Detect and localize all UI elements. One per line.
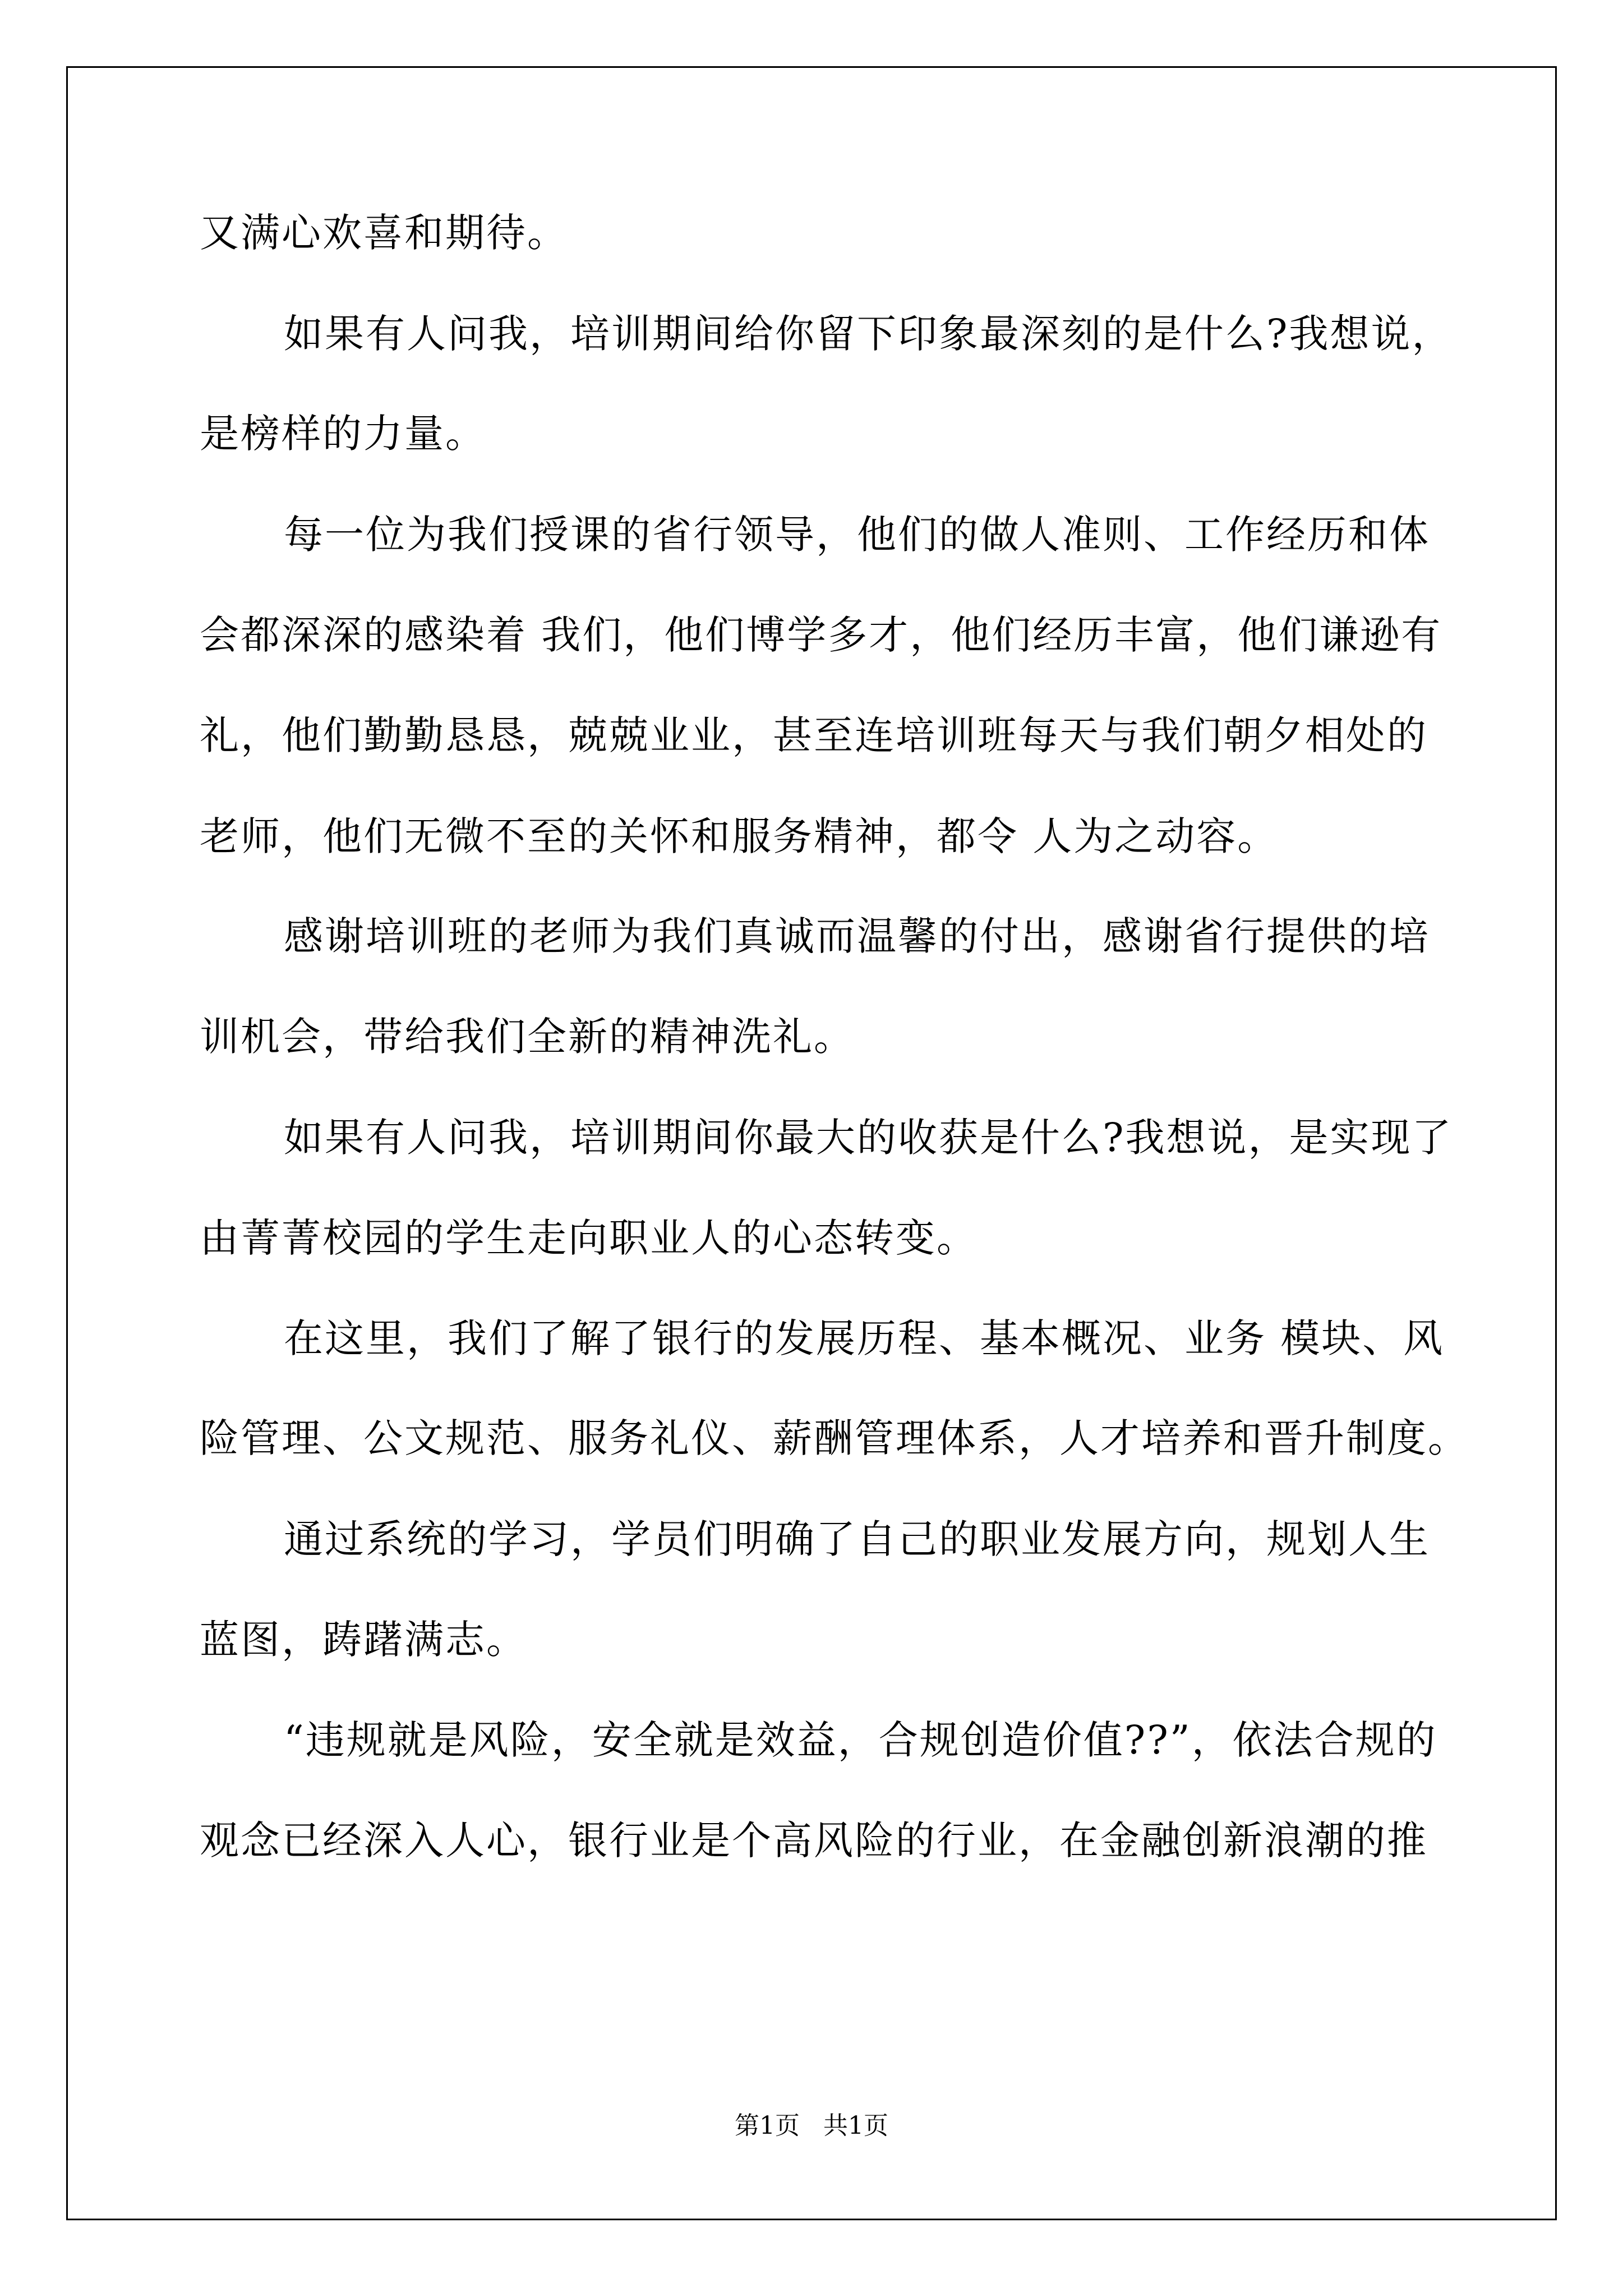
text-line: 又满心欢喜和期待。 <box>200 210 568 256</box>
text-line: 是榜样的力量。 <box>200 411 486 457</box>
paragraph-line: 如果有人问我，培训期间你最大的收获是什么?我想说，是实现了 <box>284 1115 1453 1161</box>
text-line: 老师，他们无微不至的关怀和服务精神，都令 人为之动容。 <box>200 813 1279 859</box>
text-line: 观念已经深入人心，银行业是个高风险的行业，在金融创新浪潮的推 <box>200 1818 1428 1864</box>
text-line: 险管理、公文规范、服务礼仪、薪酬管理体系，人才培养和晋升制度。 <box>200 1415 1469 1461</box>
text-line: 蓝图，踌躇满志。 <box>200 1617 527 1663</box>
paragraph-line: 如果有人问我，培训期间给你留下印象最深刻的是什么?我想说， <box>284 311 1453 357</box>
text-line: 会都深深的感染着 我们，他们博学多才，他们经历丰富，他们谦逊有 <box>200 612 1442 658</box>
paragraph-line: 每一位为我们授课的省行领导，他们的做人准则、工作经历和体 <box>284 512 1430 558</box>
page-number-footer: 第1页 共1页 <box>735 2111 888 2140</box>
text-line: 由菁菁校园的学生走向职业人的心态转变。 <box>200 1215 978 1261</box>
text-line: 训机会，带给我们全新的精神洗礼。 <box>200 1014 855 1060</box>
paragraph-line: 通过系统的学习，学员们明确了自己的职业发展方向，规划人生 <box>284 1516 1430 1562</box>
paragraph-line: “违规就是风险，安全就是效益，合规创造价值??”，依法合规的 <box>284 1717 1437 1763</box>
text-line: 礼，他们勤勤恳恳，兢兢业业，甚至连培训班每天与我们朝夕相处的 <box>200 712 1428 758</box>
paragraph-line: 在这里，我们了解了银行的发展历程、基本概况、业务 模块、风 <box>284 1315 1445 1361</box>
paragraph-line: 感谢培训班的老师为我们真诚而温馨的付出，感谢省行提供的培 <box>284 913 1430 959</box>
